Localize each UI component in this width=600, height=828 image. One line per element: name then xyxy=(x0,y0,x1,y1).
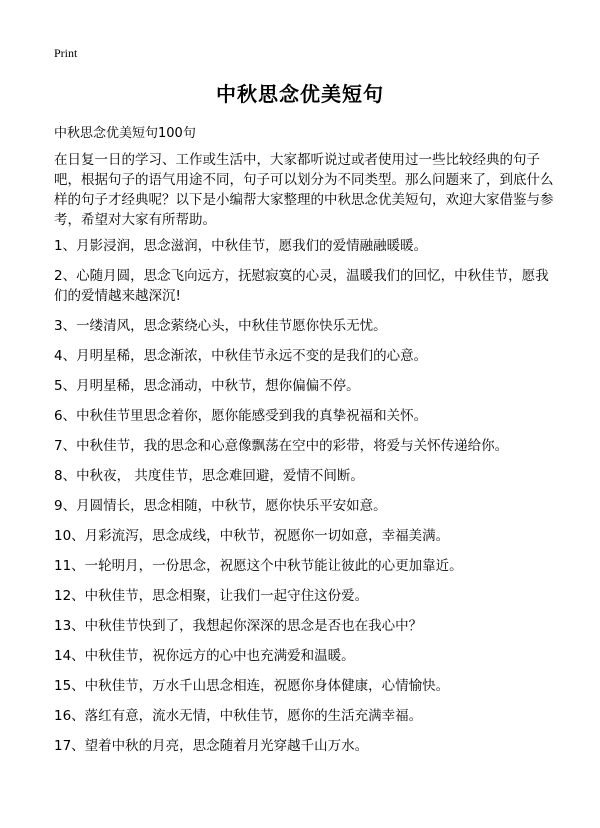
list-item: 7、中秋佳节，我的思念和心意像飘荡在空中的彩带，将爱与关怀传递给你。 xyxy=(54,438,509,454)
page-title: 中秋思念优美短句 xyxy=(216,82,384,106)
list-item: 16、落红有意，流水无情，中秋佳节，愿你的生活充满幸福。 xyxy=(54,708,423,724)
intro-paragraph: 在日复一日的学习、工作或生活中，大家都听说过或者使用过一些比较经典的句子吧，根据句子的语气用途不同，句子可以划分为不同类型。那么问题来了，到底什么样的句子才经典呢？以下是小编帮大家整理的中秋思念优美短句，欢迎大家借鉴与参考，希望对大家有所帮助。 xyxy=(54,152,554,228)
list-item: 10、月彩流泻，思念成线，中秋节，祝愿你一切如意，幸福美满。 xyxy=(54,528,450,544)
list-item: 1、月影浸润，思念滋润，中秋佳节，愿我们的爱情融融暖暖。 xyxy=(54,238,428,254)
list-item: 17、望着中秋的月亮，思念随着月光穿越千山万水。 xyxy=(54,738,369,754)
list-item: 8、中秋夜， 共度佳节，思念难回避，爱情不间断。 xyxy=(54,468,364,484)
list-item: 5、月明星稀，思念涌动，中秋节，想你偏偏不停。 xyxy=(54,378,360,394)
print-link[interactable]: Print xyxy=(54,46,78,60)
list-item: 14、中秋佳节，祝你远方的心中也充满爱和温暖。 xyxy=(54,648,355,664)
list-item: 6、中秋佳节里思念着你，愿你能感受到我的真挚祝福和关怀。 xyxy=(54,408,428,424)
list-item: 12、中秋佳节，思念相聚，让我们一起守住这份爱。 xyxy=(54,588,369,604)
list-item: 15、中秋佳节，万水千山思念相连，祝愿你身体健康，心情愉快。 xyxy=(54,678,450,694)
document-subtitle: 中秋思念优美短句100句 xyxy=(54,126,196,141)
list-item: 9、月圆情长，思念相随，中秋节，愿你快乐平安如意。 xyxy=(54,498,387,514)
list-item: 13、中秋佳节快到了，我想起你深深的思念是否也在我心中？ xyxy=(54,618,423,634)
list-item: 4、月明星稀，思念渐浓，中秋佳节永远不变的是我们的心意。 xyxy=(54,348,428,364)
list-item: 2、心随月圆，思念飞向远方，抚慰寂寞的心灵，温暖我们的回忆，中秋佳节，愿我们的爱情越来越深沉! xyxy=(54,268,549,304)
sentence-list xyxy=(54,236,554,766)
list-item: 11、一轮明月，一份思念，祝愿这个中秋节能让彼此的心更加靠近。 xyxy=(54,558,463,574)
list-item: 3、一缕清风，思念萦绕心头，中秋佳节愿你快乐无忧。 xyxy=(54,318,387,334)
